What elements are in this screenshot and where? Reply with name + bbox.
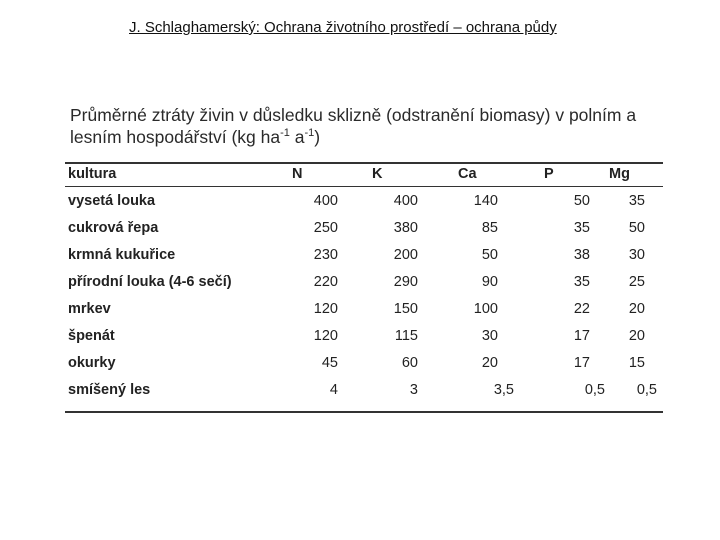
cell-p: 35 — [573, 219, 590, 236]
cell-n: 45 — [321, 354, 338, 371]
cell-p: 50 — [573, 192, 590, 209]
cell-p: 0,5 — [584, 381, 605, 398]
cell-k: 60 — [401, 354, 418, 371]
caption-unit-a: a — [289, 127, 305, 147]
cell-n: 400 — [313, 192, 338, 209]
col-header-n: N — [292, 165, 303, 182]
table-row — [68, 187, 663, 214]
table-row — [68, 241, 663, 268]
row-name: cukrová řepa — [68, 219, 159, 236]
nutrient-loss-table — [68, 160, 663, 403]
caption-exponent-1: -1 — [280, 127, 290, 140]
col-header-k: K — [372, 165, 383, 182]
cell-ca: 100 — [473, 300, 498, 317]
cell-mg: 20 — [628, 300, 645, 317]
cell-k: 200 — [393, 246, 418, 263]
cell-mg: 25 — [628, 273, 645, 290]
cell-k: 3 — [409, 381, 418, 398]
cell-p: 17 — [573, 354, 590, 371]
cell-k: 380 — [393, 219, 418, 236]
table-bottom-rule — [65, 411, 663, 413]
cell-mg: 15 — [628, 354, 645, 371]
row-name: vysetá louka — [68, 192, 156, 209]
cell-n: 220 — [313, 273, 338, 290]
table-row — [68, 295, 663, 322]
cell-mg: 35 — [628, 192, 645, 209]
table-row — [68, 376, 663, 403]
table-row — [68, 268, 663, 295]
cell-ca: 50 — [481, 246, 498, 263]
cell-mg: 50 — [628, 219, 645, 236]
row-name: okurky — [68, 354, 116, 371]
caption-line-2 — [70, 126, 680, 148]
cell-n: 120 — [313, 327, 338, 344]
table-row — [68, 214, 663, 241]
cell-ca: 3,5 — [493, 381, 514, 398]
cell-p: 38 — [573, 246, 590, 263]
cell-ca: 85 — [481, 219, 498, 236]
cell-n: 230 — [313, 246, 338, 263]
cell-k: 400 — [393, 192, 418, 209]
cell-ca: 20 — [481, 354, 498, 371]
cell-ca: 30 — [481, 327, 498, 344]
cell-p: 22 — [573, 300, 590, 317]
cell-p: 35 — [573, 273, 590, 290]
page-header: J. Schlaghamerský: Ochrana životního prostředí – ochrana půdy — [129, 19, 557, 36]
table-header-row — [68, 160, 663, 187]
cell-mg: 30 — [628, 246, 645, 263]
cell-k: 150 — [393, 300, 418, 317]
row-name: přírodní louka (4-6 sečí) — [68, 273, 232, 290]
col-header-kultura: kultura — [68, 165, 117, 182]
cell-n: 4 — [329, 381, 338, 398]
col-header-mg: Mg — [609, 165, 630, 182]
table-row — [68, 349, 663, 376]
cell-k: 115 — [394, 327, 418, 344]
table-caption — [70, 104, 680, 148]
col-header-p: P — [544, 165, 554, 182]
caption-exponent-2: -1 — [304, 127, 315, 140]
row-name: špenát — [68, 327, 115, 344]
cell-ca: 90 — [481, 273, 498, 290]
cell-ca: 140 — [473, 192, 498, 209]
cell-n: 120 — [313, 300, 338, 317]
col-header-ca: Ca — [458, 165, 477, 182]
row-name: mrkev — [68, 300, 111, 317]
cell-n: 250 — [313, 219, 338, 236]
cell-p: 17 — [573, 327, 590, 344]
cell-mg: 0,5 — [636, 381, 657, 398]
caption-line-2-text: lesním hospodářství (kg ha — [70, 127, 281, 147]
caption-suffix: ) — [314, 127, 321, 147]
row-name: krmná kukuřice — [68, 246, 176, 263]
row-name: smíšený les — [68, 381, 151, 398]
cell-mg: 20 — [628, 327, 645, 344]
caption-line-1: Průměrné ztráty živin v důsledku sklizně (odstranění biomasy) v polním a — [70, 105, 637, 125]
table-row — [68, 322, 663, 349]
cell-k: 290 — [393, 273, 418, 290]
